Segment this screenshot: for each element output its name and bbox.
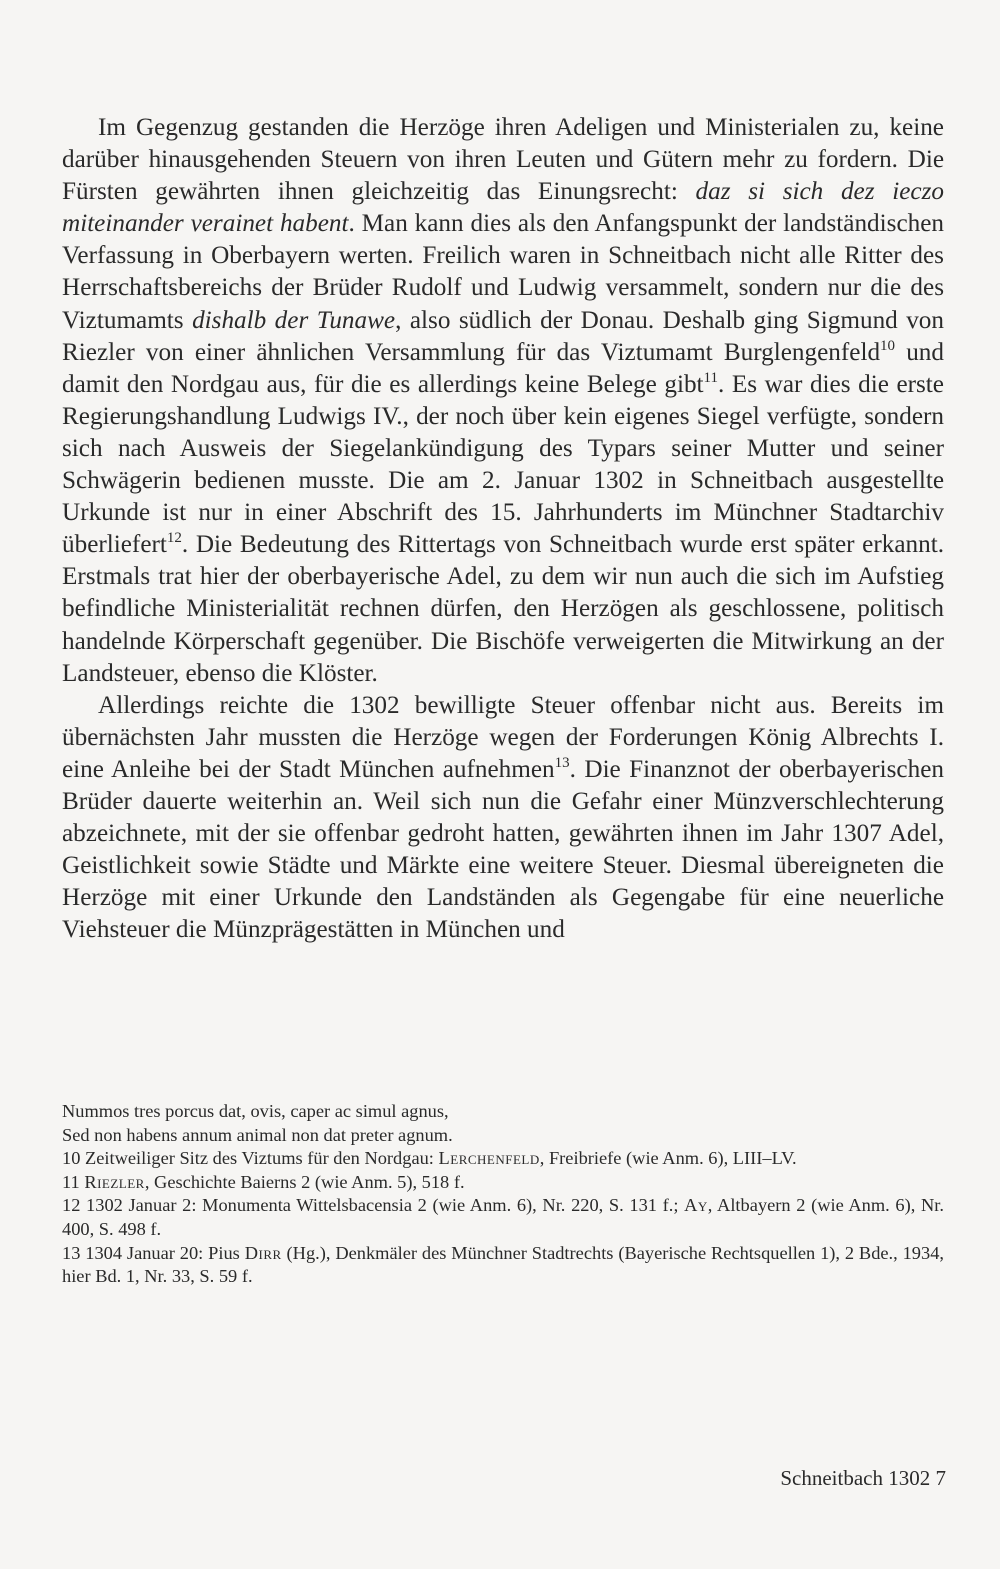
paragraph-2: [62, 690, 944, 947]
text-run: . Die Bedeutung des Rittertags von Schneitbach wurde erst später erkannt. Erstmals trat hier der oberbayerische Adel, zu dem wir nun auch die sich im Aufstieg befindliche Ministerialität rechnen dürfen, den Herzögen als geschlossene, politisch handelnde Körperschaft gegenüber. Die Bischöfe verweigerten die Mitwirkung an der Landsteuer, ebenso die Klöster.: [62, 531, 944, 687]
quote-text: dishalb der Tunawe: [192, 306, 396, 334]
footnote-11: [62, 1171, 944, 1195]
footnote-ref[interactable]: 11: [703, 369, 718, 386]
paragraph-1: [62, 112, 944, 690]
quote-text: daz si sich dez ieczo miteinander verainet habent: [62, 178, 944, 238]
text-run: . Es war dies die erste Regierungshandlung Ludwigs IV., der noch über kein eigenes Siegel verfügte, sondern sich nach Ausweis der Siegelankündigung des Typars seiner Mutter und seiner Schwägerin bedienen musste. Die am 2. Januar 1302 in Schneitbach ausgestellte Urkunde ist nur in einer Abschrift des 15. Jahrhunderts im Münchner Stadtarchiv überliefert: [62, 370, 944, 559]
text-run: . Die Finanznot der oberbayerischen Brüder dauerte weiterhin an. Weil sich nun die Gefahr einer Münzverschlechterung abzeichnete, mit der sie offenbar gedroht hatten, gewährten ihnen im Jahr 1307 Adel, Geistlichkeit sowie Städte und Märkte eine weitere Steuer. Diesmal übereigneten die Herzöge mit einer Urkunde den Landständen als Gegengabe für eine neuerliche Viehsteuer die Münzprägestätten in München und: [62, 755, 944, 944]
text-run: , also südlich der Donau. Deshalb ging Sigmund von Riezler von einer ähnlichen Versammlung für das Viztumamt Burglengenfeld: [62, 306, 944, 366]
footnote-number: 13: [62, 1242, 81, 1263]
footnote-text: , Geschichte Baierns 2 (wie Anm. 5), 518 f.: [144, 1171, 465, 1192]
footnote-text: , Freibriefe (wie Anm. 6), LIII–LV.: [539, 1148, 797, 1169]
author-name: Lerchenfeld: [438, 1148, 540, 1169]
footnote-number: 12: [62, 1195, 81, 1216]
footnote-verse: Sed non habens annum animal non dat preter agnum.: [62, 1124, 453, 1145]
footnote-text: (Hg.), Denkmäler des Münchner Stadtrechts (Bayerische Rechtsquellen 1), 2 Bde., 1934, hier Bd. 1, Nr. 33, S. 59 f.: [62, 1242, 944, 1287]
text-run: Im Gegenzug gestanden die Herzöge ihren Adeligen und Ministerialen zu, keine darüber hinausgehenden Steuern von ihren Leuten und Gütern mehr zu fordern. Die Fürsten gewährten ihnen gleichzeitig das Einungsrecht:: [62, 114, 944, 206]
main-text: [62, 112, 944, 946]
footnote-13: [62, 1242, 944, 1289]
footnote-text: 1302 Januar 2: Monumenta Wittelsbacensia 2 (wie Anm. 6), Nr. 220, S. 131 f.;: [80, 1195, 685, 1216]
footnote-number: 11: [62, 1171, 80, 1192]
author-name: Dirr: [244, 1242, 282, 1263]
footnotes: [62, 1100, 944, 1289]
footnote-ref[interactable]: 12: [166, 530, 182, 547]
footnote-ref[interactable]: 10: [880, 337, 896, 354]
page-folio: Schneitbach 1302 7: [780, 1466, 946, 1490]
footnote-number: 10: [62, 1148, 81, 1169]
footnote-12: [62, 1194, 944, 1241]
author-name: Ay: [684, 1195, 708, 1216]
footnote-text: Zeitweiliger Sitz des Viztums für den Nordgau:: [80, 1148, 439, 1169]
footnote-text: 1304 Januar 20: Pius: [80, 1242, 245, 1263]
footnote-ref[interactable]: 13: [554, 754, 570, 771]
footnote-verse: Nummos tres porcus dat, ovis, caper ac simul agnus,: [62, 1101, 449, 1121]
text-run: Allerdings reichte die 1302 bewilligte Steuer offenbar nicht aus. Bereits im übernächsten Jahr mussten die Herzöge wegen der Forderungen König Albrechts I. eine Anleihe bei der Stadt München aufnehmen: [62, 691, 944, 783]
footnote-text: , Altbayern 2 (wie Anm. 6), Nr. 400, S. 498 f.: [62, 1195, 944, 1239]
author-name: Riezler: [84, 1171, 145, 1192]
text-run: und damit den Nordgau aus, für die es allerdings keine Belege gibt: [62, 338, 944, 398]
footnote-10: [62, 1147, 944, 1171]
text-run: . Man kann dies als den Anfangspunkt der landständischen Verfassung in Oberbayern werten. Freilich waren in Schneitbach nicht alle Ritter des Herrschaftsbereichs der Brüder Rudolf und Ludwig versammelt, sondern nur die des Viztumamts: [62, 210, 944, 334]
